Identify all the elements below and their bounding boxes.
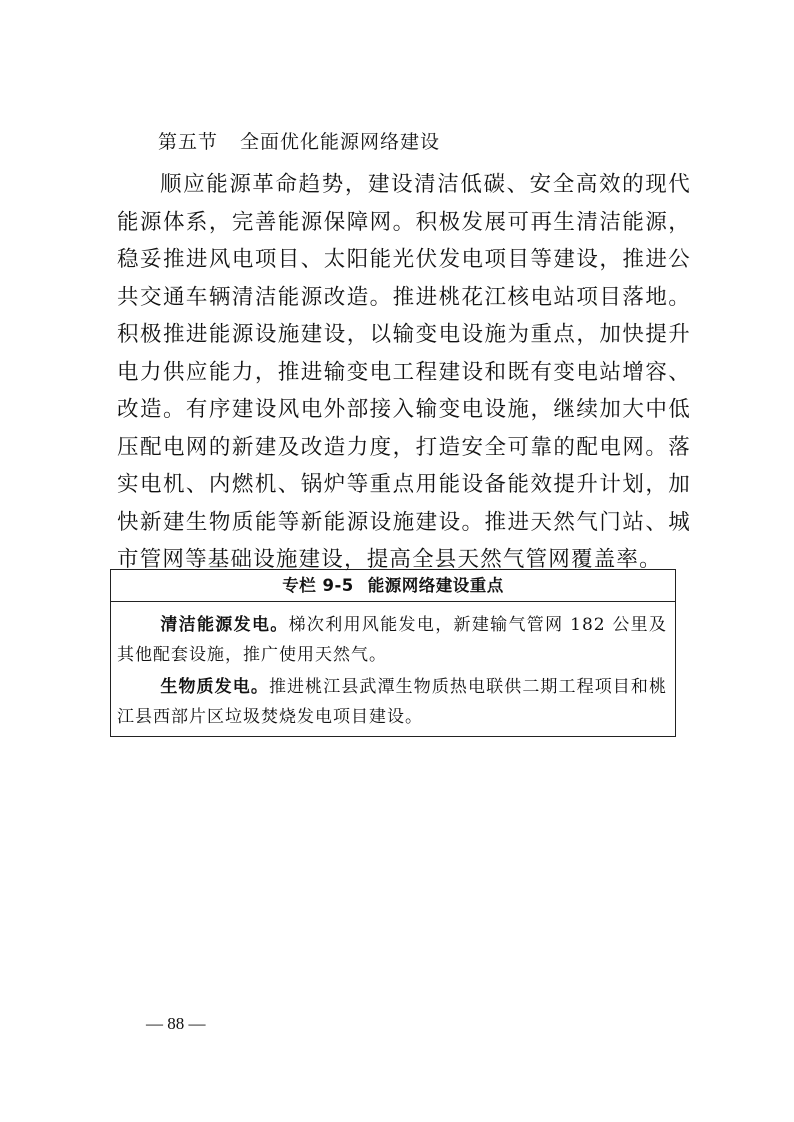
box-item [111,610,675,670]
box-number: 专栏 9-5 [282,576,354,595]
box-item [111,672,675,732]
box-item-lead: 清洁能源发电。 [160,615,289,635]
body-paragraph: 顺应能源革命趋势，建设清洁低碳、安全高效的现代能源体系，完善能源保障网。积极发展可再生清洁能源，稳妥推进风电项目、太阳能光伏发电项目等建设，推进公共交通车辆清洁能源改造。推进桃花江核电站项目落地。积极推进能源设施建设，以输变电设施为重点，加快提升电力供应能力，推进输变电工程建设和既有变电站增容、改造。有序建设风电外部接入输变电设施，继续加大中低压配电网的新建及改造力度，打造安全可靠的配电网。落实电机、内燃机、锅炉等重点用能设备能效提升计划，加快新建生物质能等新能源设施建设。推进天然气门站、城市管网等基础设施建设，提高全县天然气管网覆盖率。 [117,172,691,572]
special-column-box [110,569,676,737]
box-title [111,570,675,602]
section-number: 第五节 [158,131,219,153]
page-number: — 88 — [146,1014,206,1033]
box-title-text: 能源网络建设重点 [367,576,504,595]
section-title: 全面优化能源网络建设 [240,131,441,153]
box-item-lead: 生物质发电。 [160,677,269,697]
box-item-text: 推进桃江县武潭生物质热电联供二期工程项目和桃江县西部片区垃圾焚烧发电项目建设。 [117,677,668,727]
box-item-text: 梯次利用风能发电，新建输气管网 182 公里及其他配套设施，推广使用天然气。 [117,615,667,665]
section-heading [158,128,440,156]
